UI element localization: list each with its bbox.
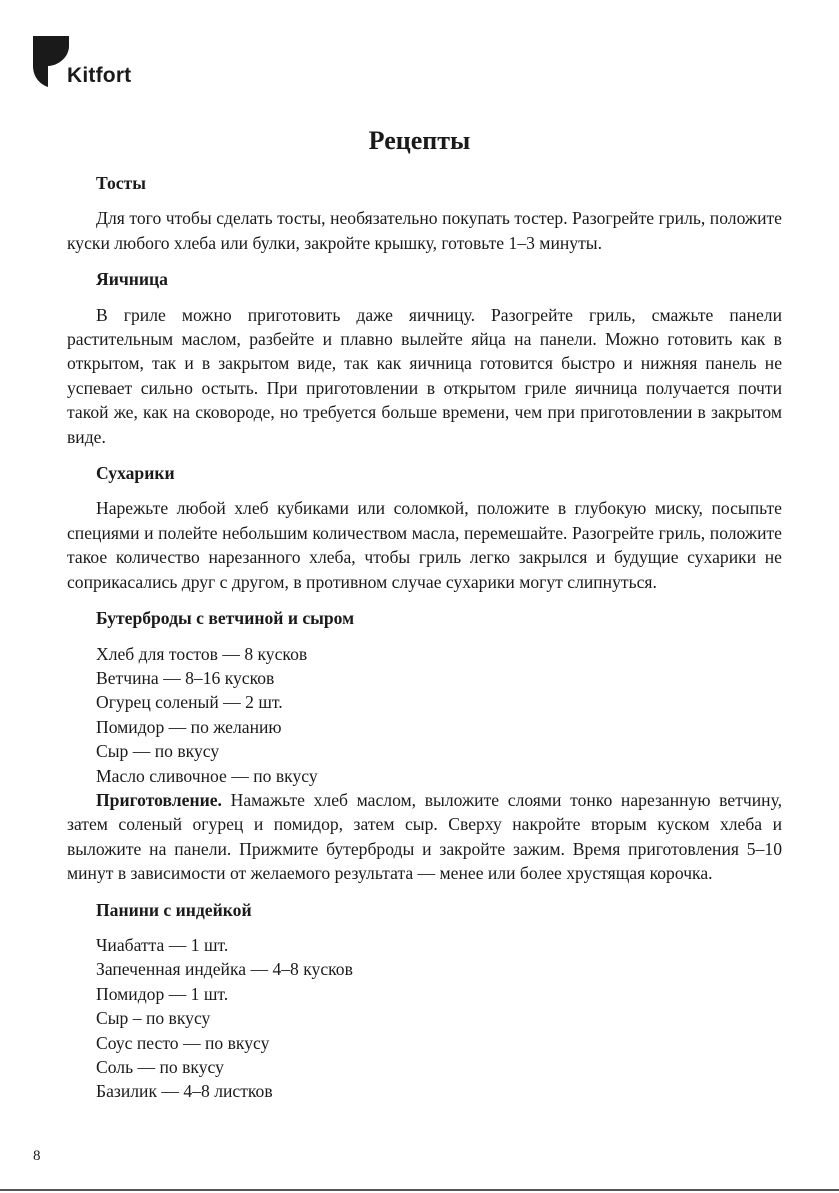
section-text-toasts: Для того чтобы сделать тосты, необязательно покупать тостер. Разогрейте гриль, положите куски любого хлеба или булки, закройте крышку, готовьте 1–3 минуты. xyxy=(67,208,782,253)
bottom-divider xyxy=(0,1189,839,1191)
ingredient-list-panini xyxy=(67,933,782,1104)
page-number: 8 xyxy=(33,1148,41,1164)
section-text-eggs: В гриле можно приготовить даже яичницу. Разогрейте гриль, смажьте панели растительным маслом, разбейте и плавно вылейте яйца на панели. Можно готовить как в открытом, так и в закрытом виде, так как яичница готовится быстро и нижняя панель не успевает сильно остыть. При приготовлении в открытом гриле яичница получается почти такой же, как на сковороде, но требуется больше времени, чем при приготовлении в закрытом виде. xyxy=(67,304,782,447)
ingredient-item: Ветчина — 8–16 кусков xyxy=(96,667,275,688)
ingredient-item: Базилик — 4–8 листков xyxy=(96,1081,273,1102)
page-title: Рецепты xyxy=(368,126,471,155)
section-heading-sandwiches: Бутерброды с ветчиной и сыром xyxy=(96,608,355,629)
preparation-body: Намажьте хлеб маслом, выложите слоями тонко нарезанную ветчину, затем соленый огурец и помидор, затем сыр. Сверху накройте вторым куском хлеба и выложите на панели. Прижмите бутерброды и закройте зажим. Время приготовления 5–10 минут в зависимости от желаемого результата — менее или более хрустящая корочка. xyxy=(67,789,782,884)
ingredient-item: Чиабатта — 1 шт. xyxy=(96,934,229,955)
ingredient-item: Соль — по вкусу xyxy=(96,1057,224,1077)
section-text-croutons: Нарежьте любой хлеб кубиками или соломкой, положите в глубокую миску, посыпьте специями и полейте небольшим количеством масла, перемешайте. Разогрейте гриль, положите такое количество нарезанного хлеба, чтобы гриль легко закрылся и будущие сухарики не соприкасались друг с другом, в противном случае сухарики могут слипнуться. xyxy=(67,498,782,592)
ingredient-item: Запеченная индейка — 4–8 кусков xyxy=(96,959,353,980)
ingredient-item: Помидор — 1 шт. xyxy=(96,983,229,1004)
kitfort-logo xyxy=(33,36,173,92)
preparation-text-sandwiches xyxy=(67,788,782,886)
ingredient-item: Огурец соленый — 2 шт. xyxy=(96,692,283,713)
ingredient-item: Хлеб для тостов — 8 кусков xyxy=(96,643,308,664)
kitfort-logo-text: Kitfort xyxy=(67,64,132,87)
ingredient-item: Помидор — по желанию xyxy=(96,716,282,737)
ingredient-item: Масло сливочное — по вкусу xyxy=(96,765,318,786)
ingredient-item: Соус песто — по вкусу xyxy=(96,1032,270,1053)
recipes-content xyxy=(67,171,782,1104)
ingredient-item: Сыр – по вкусу xyxy=(96,1008,211,1029)
preparation-label: Приготовление. xyxy=(96,789,222,810)
ingredient-item: Сыр — по вкусу xyxy=(96,741,220,762)
section-heading-toasts: Тосты xyxy=(96,173,146,193)
section-heading-eggs: Яичница xyxy=(96,269,168,290)
section-heading-croutons: Сухарики xyxy=(96,463,175,484)
ingredient-list-sandwiches xyxy=(67,642,782,788)
section-heading-panini: Панини с индейкой xyxy=(96,899,252,920)
